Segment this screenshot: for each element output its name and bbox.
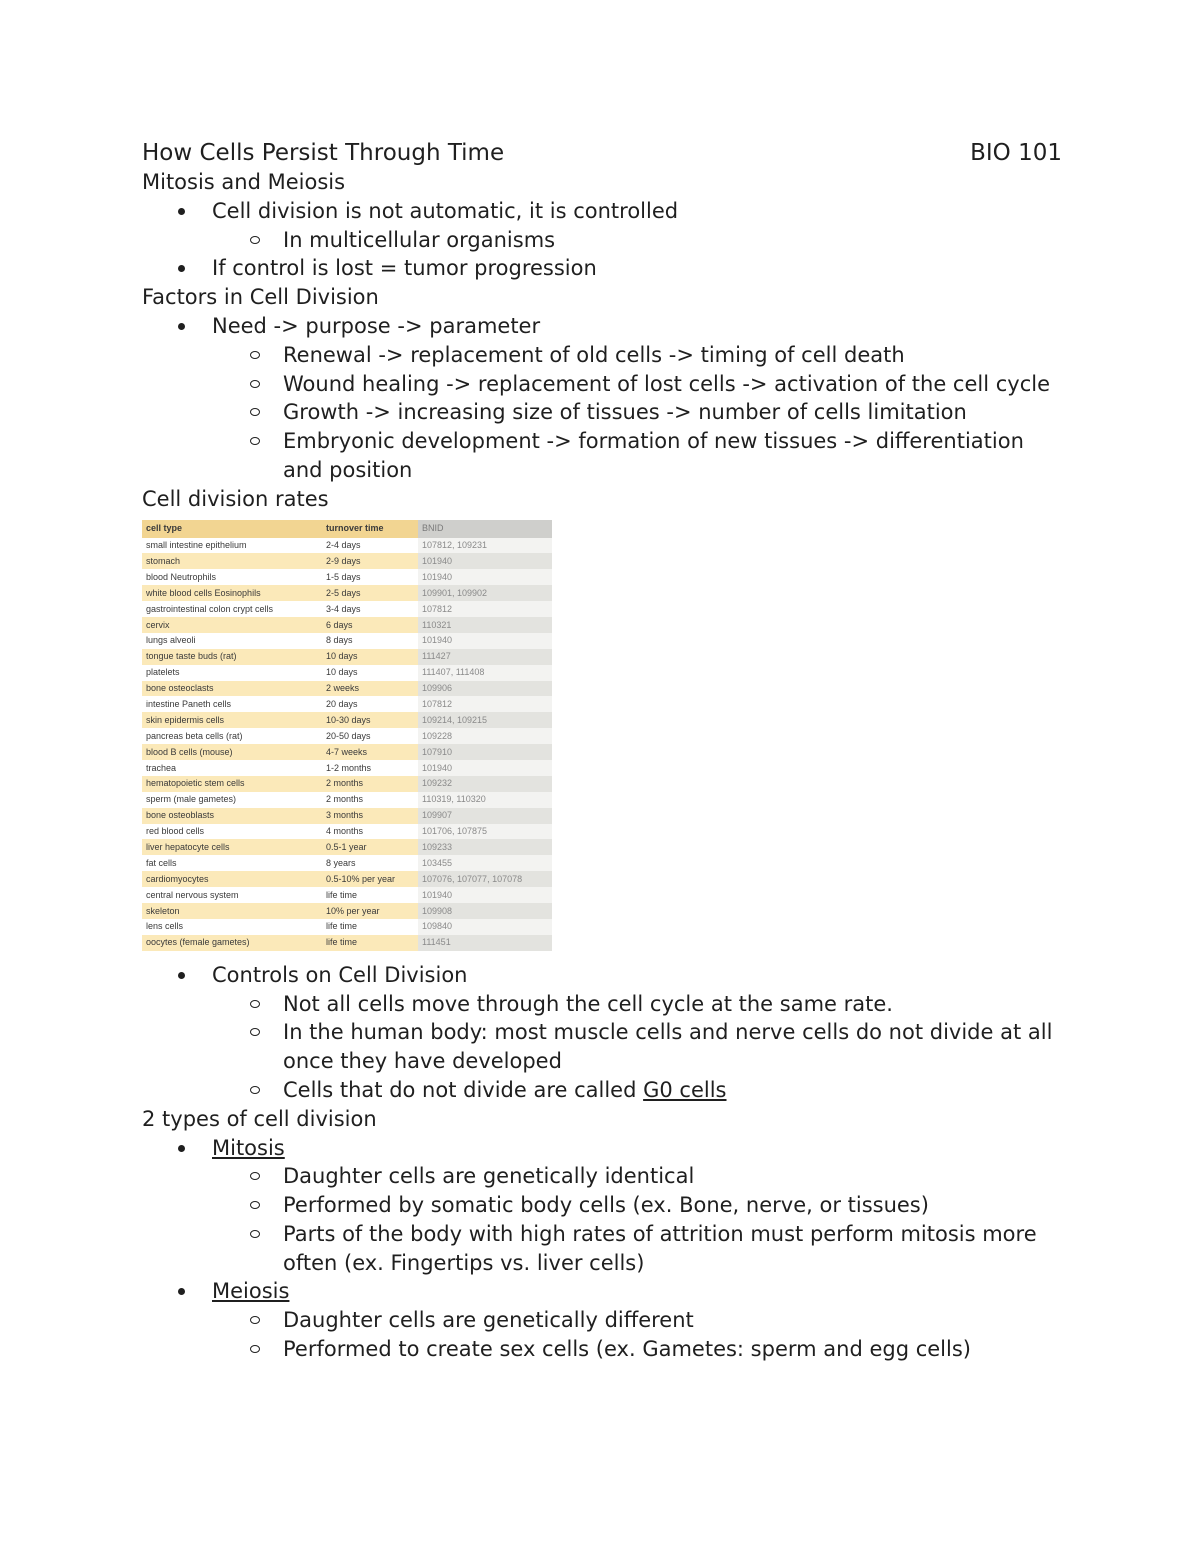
turnover-time-cell: 0.5-10% per year	[322, 871, 418, 887]
cell-type-cell: pancreas beta cells (rat)	[142, 728, 322, 744]
hollow-bullet-icon	[250, 1000, 260, 1008]
list-item: In multicellular organisms	[142, 226, 1062, 255]
bnid-cell: 107076, 107077, 107078	[418, 871, 552, 887]
turnover-time-cell: life time	[322, 935, 418, 951]
column-header-cell-type: cell type	[142, 520, 322, 538]
cell-type-cell: cardiomyocytes	[142, 871, 322, 887]
table-row	[142, 633, 552, 649]
bnid-cell: 101706, 107875	[418, 824, 552, 840]
heading-types: 2 types of cell division	[142, 1106, 377, 1131]
cell-type-cell: intestine Paneth cells	[142, 696, 322, 712]
list-item: Cell division is not automatic, it is controlled	[142, 197, 1062, 226]
table-row	[142, 649, 552, 665]
list-item: Embryonic development -> formation of new tissues -> differentiation and position	[142, 427, 1062, 485]
column-header-bnid: BNID	[418, 520, 552, 538]
table-row	[142, 617, 552, 633]
course-code: BIO 101	[970, 140, 1062, 166]
cell-type-cell: central nervous system	[142, 887, 322, 903]
turnover-time-cell: 4-7 weeks	[322, 744, 418, 760]
table-row	[142, 903, 552, 919]
hollow-bullet-icon	[250, 1086, 260, 1094]
bnid-cell: 109228	[418, 728, 552, 744]
heading-mitosis-meiosis: Mitosis and Meiosis	[142, 170, 346, 194]
table-row	[142, 887, 552, 903]
bnid-cell: 111407, 111408	[418, 665, 552, 681]
table-header-row	[142, 520, 552, 538]
list-item: Controls on Cell Division	[142, 961, 1062, 990]
table-row	[142, 919, 552, 935]
bnid-cell: 101940	[418, 887, 552, 903]
list-item	[142, 1277, 1062, 1306]
bnid-cell: 109908	[418, 903, 552, 919]
list-item: Cells that do not divide are called G0 cells	[142, 1076, 1062, 1105]
list-factors	[142, 312, 1062, 485]
turnover-time-cell: 6 days	[322, 617, 418, 633]
cell-type-cell: skeleton	[142, 903, 322, 919]
cell-type-cell: red blood cells	[142, 824, 322, 840]
bnid-cell: 107910	[418, 744, 552, 760]
list-item: Daughter cells are genetically different	[142, 1306, 1062, 1335]
hollow-bullet-icon	[250, 1172, 260, 1180]
table-row	[142, 665, 552, 681]
table-row	[142, 553, 552, 569]
table-row	[142, 712, 552, 728]
list-item: Growth -> increasing size of tissues -> number of cells limitation	[142, 398, 1062, 427]
table-row	[142, 824, 552, 840]
document-title: How Cells Persist Through Time	[142, 140, 505, 166]
turnover-table	[142, 520, 552, 951]
list-mitosis-meiosis	[142, 197, 1062, 283]
list-item: In the human body: most muscle cells and nerve cells do not divide at all once they have developed	[142, 1018, 1062, 1076]
turnover-time-cell: 2 months	[322, 776, 418, 792]
bullet-icon	[178, 1288, 185, 1295]
turnover-time-cell: 8 years	[322, 855, 418, 871]
table-row	[142, 601, 552, 617]
bnid-cell: 109901, 109902	[418, 585, 552, 601]
turnover-time-cell: 8 days	[322, 633, 418, 649]
hollow-bullet-icon	[250, 1201, 260, 1209]
cell-type-cell: stomach	[142, 553, 322, 569]
table-row	[142, 808, 552, 824]
bnid-cell: 109232	[418, 776, 552, 792]
list-item: Performed by somatic body cells (ex. Bone, nerve, or tissues)	[142, 1191, 1062, 1220]
turnover-time-cell: 2-9 days	[322, 553, 418, 569]
bullet-icon	[178, 265, 185, 272]
document-page	[142, 138, 1062, 1364]
bnid-cell: 109906	[418, 681, 552, 697]
bnid-cell: 109233	[418, 839, 552, 855]
table-row	[142, 728, 552, 744]
bnid-cell: 110319, 110320	[418, 792, 552, 808]
bnid-cell: 101940	[418, 760, 552, 776]
cell-type-cell: oocytes (female gametes)	[142, 935, 322, 951]
bnid-cell: 109907	[418, 808, 552, 824]
hollow-bullet-icon	[250, 1316, 260, 1324]
turnover-time-cell: 20-50 days	[322, 728, 418, 744]
cell-type-cell: lens cells	[142, 919, 322, 935]
cell-type-cell: hematopoietic stem cells	[142, 776, 322, 792]
meiosis-term: Meiosis	[212, 1279, 290, 1304]
turnover-time-cell: 2 weeks	[322, 681, 418, 697]
cell-type-cell: liver hepatocyte cells	[142, 839, 322, 855]
turnover-time-cell: 10% per year	[322, 903, 418, 919]
turnover-time-cell: 2-4 days	[322, 538, 418, 554]
turnover-time-cell: 10 days	[322, 649, 418, 665]
turnover-time-cell: 10 days	[322, 665, 418, 681]
turnover-time-cell: 10-30 days	[322, 712, 418, 728]
cell-type-cell: gastrointestinal colon crypt cells	[142, 601, 322, 617]
list-item: Parts of the body with high rates of attrition must perform mitosis more often (ex. Fingertips vs. liver cells)	[142, 1220, 1062, 1278]
cell-type-cell: fat cells	[142, 855, 322, 871]
table-row	[142, 855, 552, 871]
cell-type-cell: skin epidermis cells	[142, 712, 322, 728]
bnid-cell: 107812	[418, 696, 552, 712]
bnid-cell: 101940	[418, 553, 552, 569]
turnover-table-figure	[142, 520, 552, 951]
cell-type-cell: platelets	[142, 665, 322, 681]
hollow-bullet-icon	[250, 236, 260, 244]
bnid-cell: 107812	[418, 601, 552, 617]
turnover-time-cell: life time	[322, 919, 418, 935]
bnid-cell: 103455	[418, 855, 552, 871]
heading-rates: Cell division rates	[142, 486, 329, 511]
hollow-bullet-icon	[250, 408, 260, 416]
cell-type-cell: blood Neutrophils	[142, 569, 322, 585]
list-item: Not all cells move through the cell cycle at the same rate.	[142, 990, 1062, 1019]
turnover-time-cell: 3 months	[322, 808, 418, 824]
turnover-time-cell: 4 months	[322, 824, 418, 840]
bnid-cell: 111451	[418, 935, 552, 951]
bnid-cell: 107812, 109231	[418, 538, 552, 554]
cell-type-cell: blood B cells (mouse)	[142, 744, 322, 760]
bnid-cell: 111427	[418, 649, 552, 665]
hollow-bullet-icon	[250, 437, 260, 445]
turnover-time-cell: 0.5-1 year	[322, 839, 418, 855]
cell-type-cell: small intestine epithelium	[142, 538, 322, 554]
table-row	[142, 681, 552, 697]
table-row	[142, 585, 552, 601]
turnover-time-cell: 20 days	[322, 696, 418, 712]
turnover-time-cell: 2 months	[322, 792, 418, 808]
hollow-bullet-icon	[250, 1345, 260, 1353]
table-row	[142, 696, 552, 712]
list-item	[142, 1134, 1062, 1163]
turnover-time-cell: 1-2 months	[322, 760, 418, 776]
cell-type-cell: cervix	[142, 617, 322, 633]
bullet-icon	[178, 208, 185, 215]
cell-type-cell: tongue taste buds (rat)	[142, 649, 322, 665]
bullet-icon	[178, 323, 185, 330]
column-header-turnover: turnover time	[322, 520, 418, 538]
heading-factors: Factors in Cell Division	[142, 285, 379, 310]
cell-type-cell: sperm (male gametes)	[142, 792, 322, 808]
bnid-cell: 101940	[418, 633, 552, 649]
list-types	[142, 1134, 1062, 1364]
table-row	[142, 871, 552, 887]
turnover-time-cell: 3-4 days	[322, 601, 418, 617]
bnid-cell: 101940	[418, 569, 552, 585]
cell-type-cell: bone osteoblasts	[142, 808, 322, 824]
table-row	[142, 935, 552, 951]
cell-type-cell: lungs alveoli	[142, 633, 322, 649]
bullet-icon	[178, 972, 185, 979]
list-item: Wound healing -> replacement of lost cells -> activation of the cell cycle	[142, 370, 1062, 399]
cell-type-cell: bone osteoclasts	[142, 681, 322, 697]
mitosis-term: Mitosis	[212, 1135, 285, 1160]
hollow-bullet-icon	[250, 380, 260, 388]
list-item: Renewal -> replacement of old cells -> timing of cell death	[142, 341, 1062, 370]
hollow-bullet-icon	[250, 1230, 260, 1238]
list-item: Performed to create sex cells (ex. Gametes: sperm and egg cells)	[142, 1335, 1062, 1364]
table-row	[142, 776, 552, 792]
list-item: Daughter cells are genetically identical	[142, 1162, 1062, 1191]
bnid-cell: 110321	[418, 617, 552, 633]
table-row	[142, 569, 552, 585]
table-body	[142, 538, 552, 951]
table-row	[142, 538, 552, 554]
cell-type-cell: trachea	[142, 760, 322, 776]
cell-type-cell: white blood cells Eosinophils	[142, 585, 322, 601]
bnid-cell: 109214, 109215	[418, 712, 552, 728]
turnover-time-cell: life time	[322, 887, 418, 903]
table-row	[142, 744, 552, 760]
hollow-bullet-icon	[250, 351, 260, 359]
list-controls	[142, 961, 1062, 1105]
g0-cells-term: G0 cells	[643, 1077, 727, 1102]
bnid-cell: 109840	[418, 919, 552, 935]
turnover-time-cell: 2-5 days	[322, 585, 418, 601]
table-row	[142, 839, 552, 855]
table-row	[142, 760, 552, 776]
title-row	[142, 138, 1062, 168]
bullet-icon	[178, 1145, 185, 1152]
table-row	[142, 792, 552, 808]
turnover-time-cell: 1-5 days	[322, 569, 418, 585]
list-item: Need -> purpose -> parameter	[142, 312, 1062, 341]
hollow-bullet-icon	[250, 1028, 260, 1036]
list-item: If control is lost = tumor progression	[142, 254, 1062, 283]
